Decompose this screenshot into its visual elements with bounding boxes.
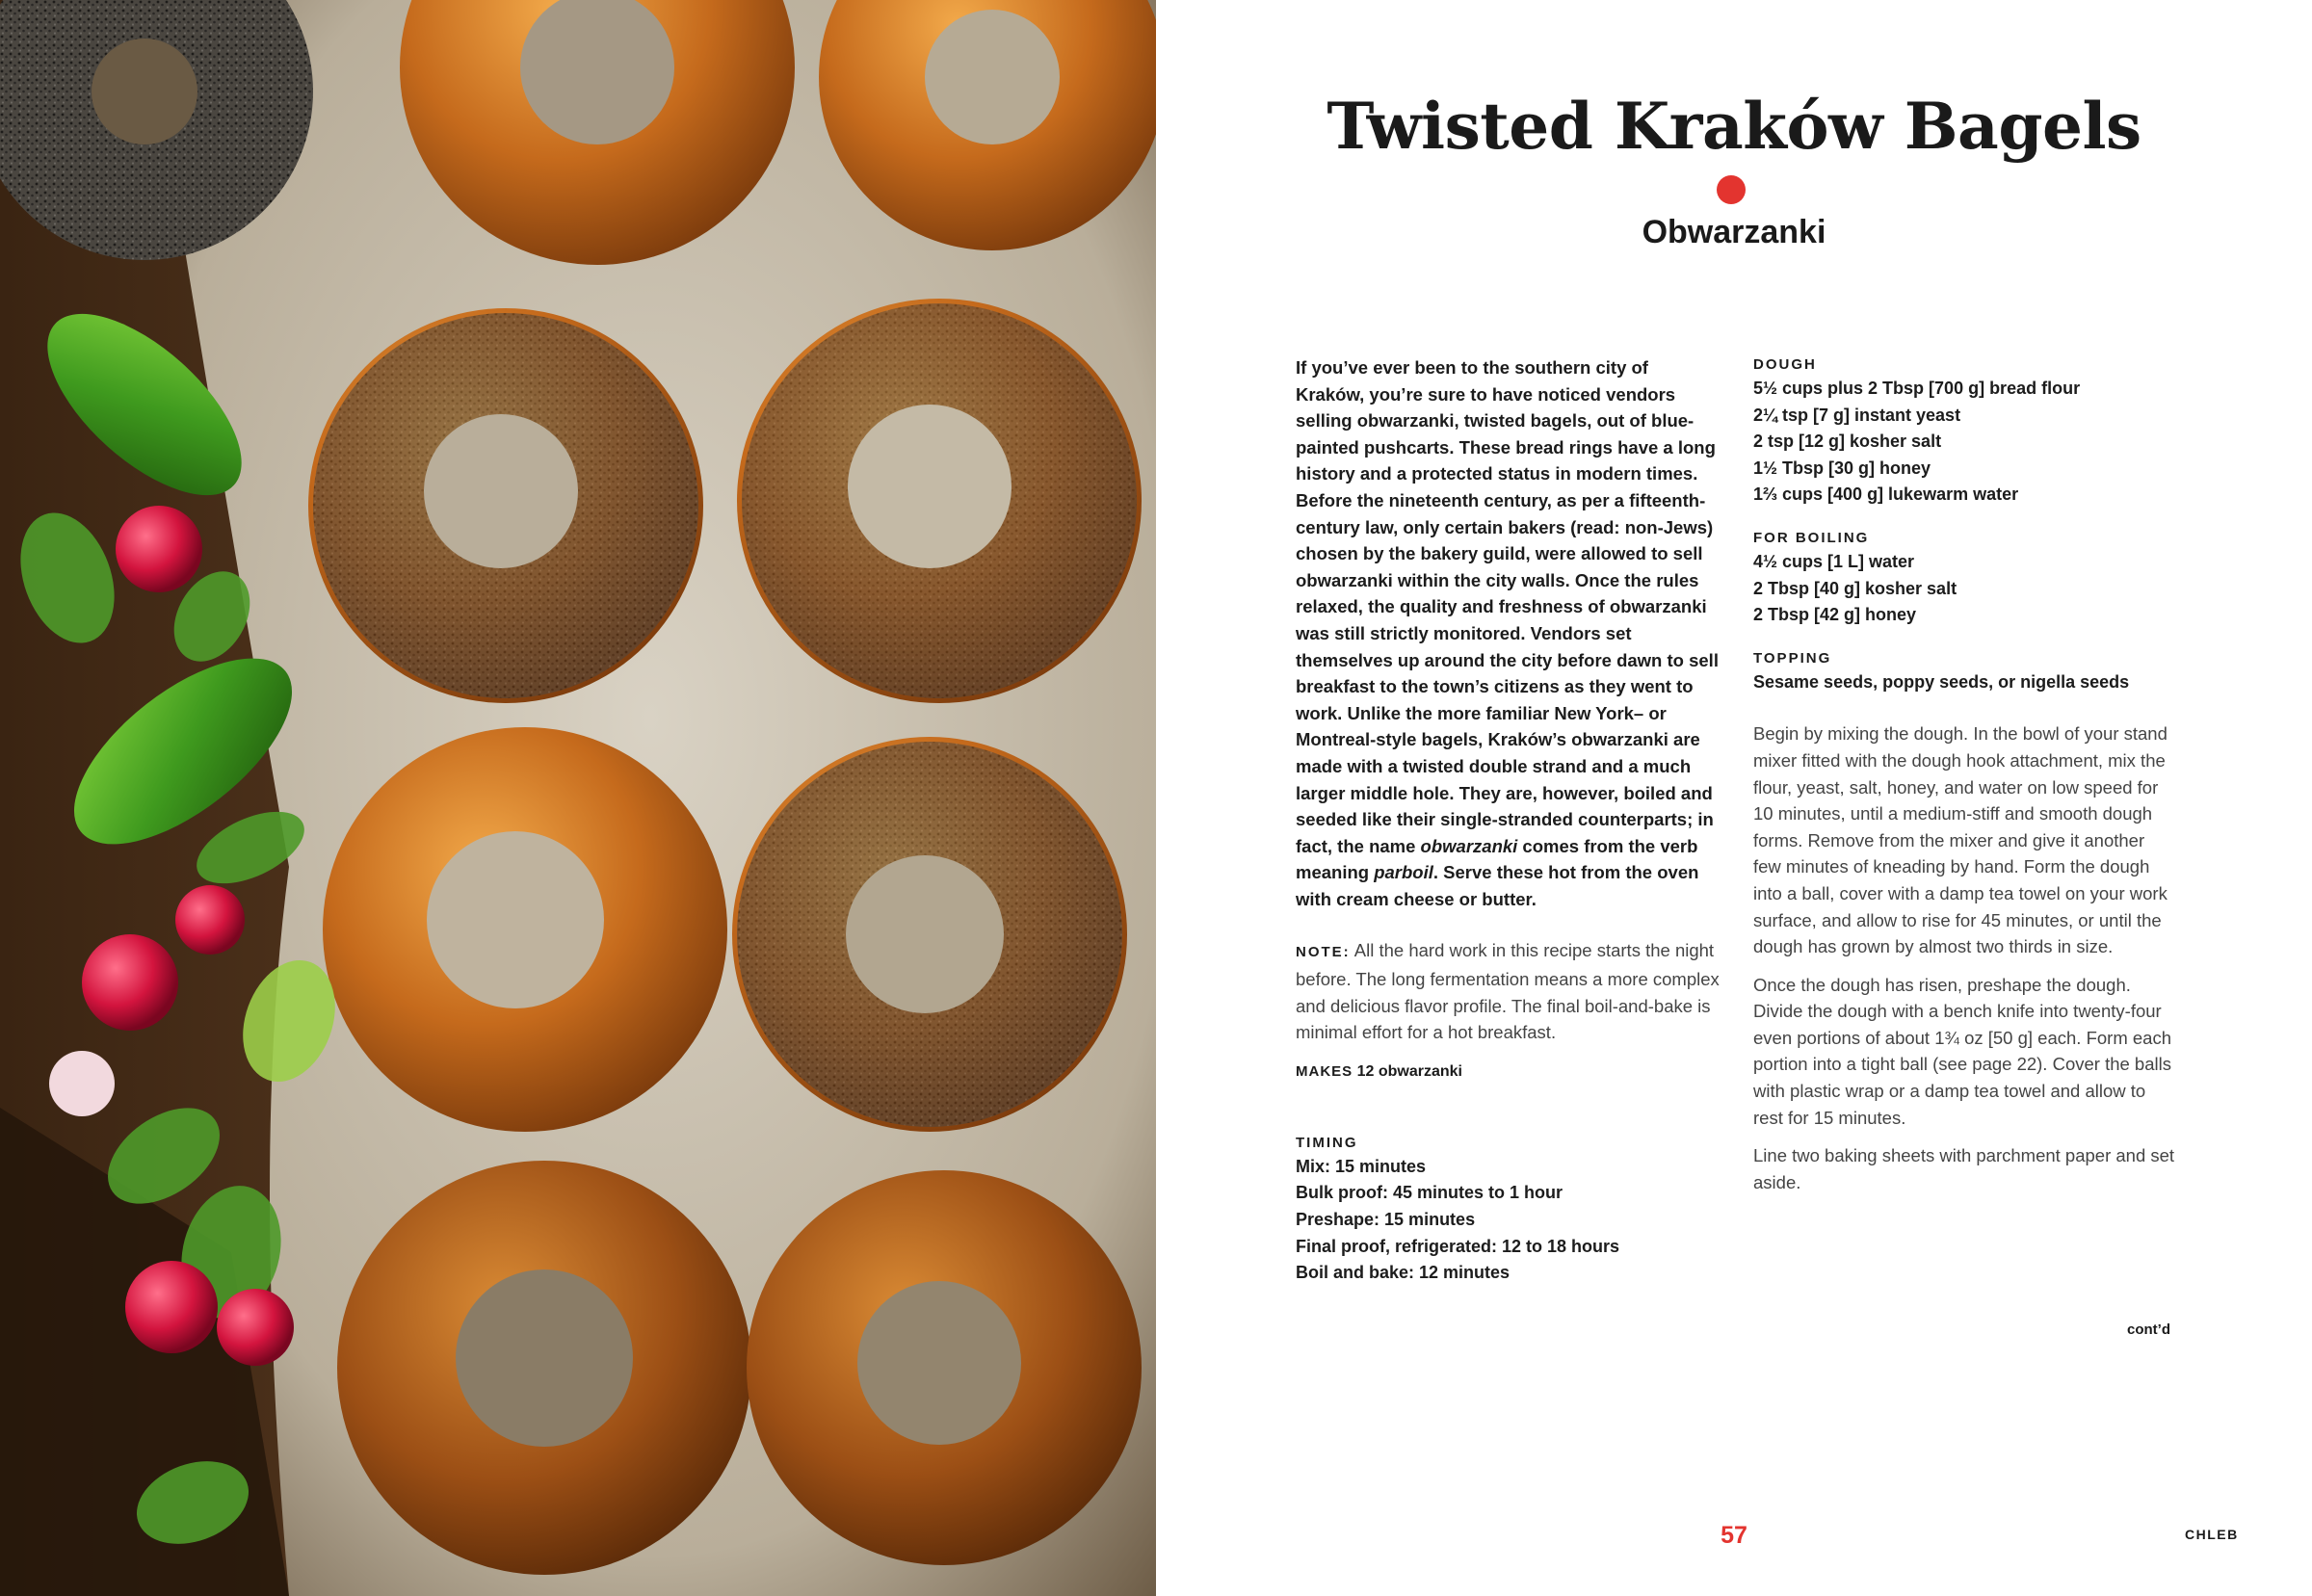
note bbox=[1296, 937, 1720, 1045]
accent-dot bbox=[1717, 175, 1746, 204]
dough-label: DOUGH bbox=[1753, 356, 1817, 373]
page-number: 57 bbox=[1721, 1522, 1747, 1549]
method-step: Line two baking sheets with parchment paper and set aside. bbox=[1753, 1145, 2175, 1192]
bagel bbox=[308, 308, 703, 703]
radish bbox=[116, 506, 202, 592]
ingredient: 2 Tbsp [40 g] kosher salt bbox=[1753, 578, 1957, 598]
intro-term: obwarzanki bbox=[1420, 835, 1518, 856]
ingredient: 1⅔ cups [400 g] lukewarm water bbox=[1753, 484, 2019, 505]
makes bbox=[1296, 1063, 1720, 1081]
ingredients-column bbox=[1753, 354, 2177, 1207]
ingredient: Sesame seeds, poppy seeds, or nigella seeds bbox=[1753, 671, 2130, 692]
continued-marker: cont’d bbox=[2127, 1321, 2170, 1338]
timing-item: Preshape: 15 minutes bbox=[1296, 1210, 1476, 1230]
timing-item: Boil and bake: 12 minutes bbox=[1296, 1263, 1511, 1283]
bagel bbox=[747, 1170, 1142, 1565]
radish-half bbox=[49, 1051, 115, 1116]
ingredient: 5½ cups plus 2 Tbsp [700 g] bread flour bbox=[1753, 379, 2081, 398]
bagel bbox=[323, 727, 727, 1132]
ingredient: 2¼ tsp [7 g] instant yeast bbox=[1753, 405, 1961, 425]
intro-paragraph bbox=[1296, 354, 1720, 912]
recipe-title: Twisted Kraków Bagels bbox=[1327, 89, 2141, 164]
method bbox=[1753, 720, 2177, 1195]
timing-item: Mix: 15 minutes bbox=[1296, 1156, 1427, 1176]
note-label: NOTE: bbox=[1296, 944, 1351, 961]
recipe-subtitle: Obwarzanki bbox=[1642, 214, 1826, 250]
bagel bbox=[732, 737, 1127, 1132]
radish bbox=[175, 885, 245, 955]
recipe-page bbox=[1156, 0, 2312, 1596]
timing-section bbox=[1296, 1133, 1720, 1287]
radish bbox=[217, 1289, 294, 1366]
radish bbox=[82, 934, 178, 1031]
running-head: CHLEB bbox=[2185, 1527, 2239, 1542]
timing-item: Final proof, refrigerated: 12 to 18 hours bbox=[1296, 1236, 1620, 1256]
timing-label: TIMING bbox=[1296, 1134, 1358, 1151]
ingredient: 2 Tbsp [42 g] honey bbox=[1753, 605, 1917, 625]
method-step: Once the dough has risen, preshape the dough. Divide the dough with a bench knife into twenty-four even portions of about 1¾ oz [50 g] each. Form each portion into a tight ball (see page 22). Cover the balls with plastic wrap or a damp tea towel and allow to rest for 15 minutes. bbox=[1753, 974, 2171, 1128]
ingredient: 2 tsp [12 g] kosher salt bbox=[1753, 432, 1942, 452]
bagel bbox=[337, 1161, 751, 1575]
intro-term: parboil bbox=[1374, 862, 1433, 883]
makes-value: 12 obwarzanki bbox=[1356, 1062, 1462, 1080]
intro-text: comes from the verb meaning bbox=[1296, 835, 1698, 883]
bagel bbox=[737, 299, 1142, 703]
radish bbox=[125, 1261, 218, 1353]
timing-item: Bulk proof: 45 minutes to 1 hour bbox=[1296, 1183, 1563, 1203]
intro-text: . Serve these hot from the oven with cream cheese or butter. bbox=[1296, 862, 1699, 909]
intro-text: If you’ve ever been to the southern city of Kraków, you’re sure to have noticed vendors selling obwarzanki, twisted bagels, out of blue-painted pushcarts. These bread rings have a long history and a protected status in modern times. Before the nineteenth century, as per a fifteenth-century law, only certain bakers (read: non-Jews) chosen by the bakery guild, were allowed to sell obwarzanki within the city walls. Once the rules relaxed, the quality and freshness of obwarzanki was still strictly monitored. Vendors set themselves up around the city before dawn to sell breakfast to the town’s citizens as they went to work. Unlike the more familiar New York– or Montreal-style bagels, Kraków’s obwarzanki are made with a twisted double strand and a much larger middle hole. They are, however, boiled and seeded like their single-stranded counterparts; in fact, the name bbox=[1296, 357, 1719, 856]
topping-label: TOPPING bbox=[1753, 649, 1832, 667]
method-step: Begin by mixing the dough. In the bowl of your stand mixer fitted with the dough hook attachment, mix the flour, yeast, salt, honey, and water on low speed for 10 minutes, until a medium-stiff and smooth dough forms. Remove from the mixer and give it another few minutes of kneading by hand. Form the dough into a ball, cover with a damp tea towel on your work surface, and allow to rise for 45 minutes, or until the dough has grown by almost two thirds in size. bbox=[1753, 723, 2168, 957]
makes-label: MAKES bbox=[1296, 1062, 1353, 1080]
intro-column bbox=[1296, 354, 1720, 1287]
ingredient: 1½ Tbsp [30 g] honey bbox=[1753, 458, 1931, 478]
note-text: All the hard work in this recipe starts the night before. The long fermentation means a more complex and delicious flavor profile. The final boil-and-bake is minimal effort for a hot breakfast. bbox=[1296, 940, 1720, 1043]
boiling-label: FOR BOILING bbox=[1753, 529, 1870, 546]
ingredient: 4½ cups [1 L] water bbox=[1753, 551, 1915, 571]
